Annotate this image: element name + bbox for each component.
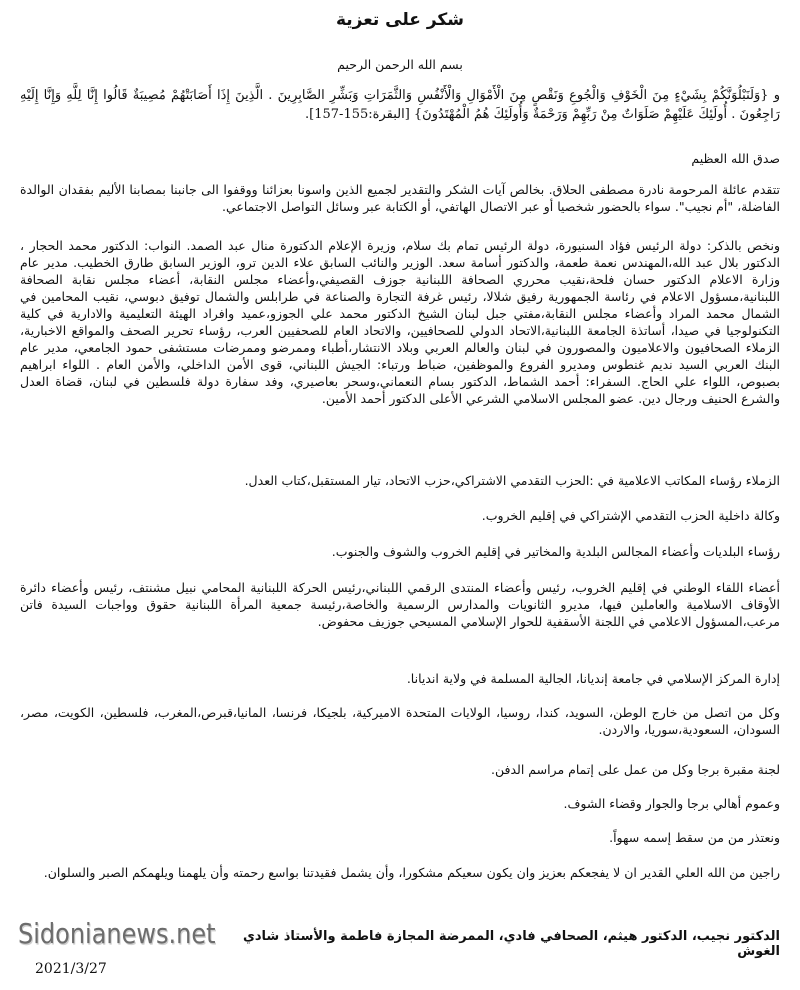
paragraph: ونخص بالذكر: دولة الرئيس فؤاد السنيورة، دولة الرئيس تمام بك سلام، وزيرة الإعلام الدكتورة منال عبد الصمد. النواب: الدكتور محمد الحجار ، الدكتور بلال عبد الله،المهندس نعمة طعمة، والدكتور أسامة سعد. الوزير والنائب السابق علاء الدين ترو، الوزير السابق طارق الخطيب. مدير عام وزارة الاعلام الدكتور حسان فلحة،نقيب محرري الصحافة اللبنانية جوزف القصيفي،وأعضاء مجلس النقابة، أعضاء مجلس نقابة الصحافة اللبنانية،مسؤول الاعلام في رئاسة الجمهورية رفيق شلالا، رئيس غرفة التجارة والصناعة في طرابلس والشمال توفيق دبوسي، نقيب المحامين في الشمال محمد المراد وأعضاء مجلس النقابة،مفتي جبل لبنان الشيخ الدكتور محمد علي الجوزو،عميد وافراد الهيئة التعليمية والادارية في كلية التكنولوجيا في صيدا، أساتذة الجامعة اللبنانية،الاتحاد الدولي للصحافيين، والاتحاد العام للصحفيين العرب، رؤساء تحرير الصحف والمواقع الاخبارية، الزملاء الصحافيون والاعلاميون والمصورون في لبنان والعالم العربي وبلاد الانتشار،أطباء وممرضو وممرضات مستشفى حمود الجامعي، مدير عام البنك العربي السيد نديم غنطوس ومديرو الفروع والموظفين، ضباط ورتباء: الجيش اللبناني، قوى الأمن الداخلي، والأمن العام . اللواء ابراهيم بصبوص، اللواء علي الحاج. السفراء: أحمد الشماط، الدكتور بسام النعماني،وسحر بعاصيري، وفد سفارة دولة فلسطين في لبنان، قضاة العدل والشرع الحنيف ورجال دين. عضو المجلس الاسلامي الشرعي الأعلى الدكتور أحمد الأمين.	[20, 238, 780, 406]
paragraph-apology	[20, 829, 780, 846]
paragraph: تتقدم عائلة المرحومة نادرة مصطفى الحلاق. بخالص آيات الشكر والتقدير لجميع الذين واسونا بعزائنا ووقفوا الى جانبنا بمصابنا الأليم بفقدان الوالدة الفاضلة، "أم نجيب". سواء بالحضور شخصيا أو عبر الاتصال الهاتفي، أو الكتابة عبر وسائل التواصل الاجتماعي.	[20, 182, 780, 214]
sadaqa-line	[20, 150, 780, 167]
document-date: 2021/3/27	[35, 961, 107, 977]
paragraph-media-offices	[20, 472, 780, 489]
paragraph: راجين من الله العلي القدير ان لا يفجعكم بعزيز وان يكون سعيكم مشكورا، وأن يشمل فقيدتنا بواسع رحمته وأن يلهمنا ويلهمكم الصبر والسلوان.	[43, 865, 780, 880]
sadaqa-text: صدق الله العظيم	[691, 151, 780, 166]
paragraph: ونعتذر من من سقط إسمه سهواً.	[609, 830, 780, 845]
paragraph: لجنة مقبرة برجا وكل من عمل على إتمام مراسم الدفن.	[491, 762, 780, 777]
paragraph-abroad	[20, 704, 780, 738]
paragraph: وعموم أهالي برجا والجوار وقضاء الشوف.	[563, 796, 780, 811]
paragraph-cemetery	[20, 761, 780, 778]
basmala: بسم الله الرحمن الرحيم	[337, 57, 463, 72]
paragraph-indiana	[20, 670, 780, 687]
paragraph: أعضاء اللقاء الوطني في إقليم الخروب، رئيس وأعضاء المنتدى الرقمي اللبناني،رئيس الحركة اللبنانية المحامي نبيل مشنتف، رئيس وأعضاء دائرة الأوقاف الاسلامية والعاملين فيها، مديرو الثانويات والمدارس الرسمية والخاصة،رئيسة جمعية المرأة اللبنانية حقوق وواجبات السيدة فاتن مرعب،المسؤول الاعلامي في اللجنة الأسقفية للحوار الإسلامي المسيحي جوزيف محفوض.	[20, 580, 780, 629]
document-title: شكر على تعزية	[335, 10, 464, 30]
paragraph-municipalities	[20, 543, 780, 560]
paragraph-party-agency	[20, 507, 780, 524]
paragraph-associations	[20, 579, 780, 630]
paragraph: وكل من اتصل من خارج الوطن، السويد، كندا، روسيا، الولايات المتحدة الاميركية، بلجيكا، فرنسا، المانيا،قبرص،المغرب، فلسطين، الكويت، مصر، السودان، السعودية،سوريا، والاردن.	[20, 705, 780, 737]
quran-verse-block	[20, 86, 780, 124]
paragraph: وكالة داخلية الحزب التقدمي الإشتراكي في إقليم الخروب.	[481, 508, 780, 523]
paragraph-closing-prayer	[20, 864, 780, 881]
paragraph: إدارة المركز الإسلامي في جامعة إنديانا، الجالية المسلمة في ولاية انديانا.	[406, 671, 780, 686]
paragraph-residents	[20, 795, 780, 812]
paragraph: الزملاء رؤساء المكاتب الاعلامية في :الحزب التقدمي الاشتراكي،حزب الاتحاد، تيار المستقبل،كتاب العدل.	[244, 473, 780, 488]
paragraph-special-mentions	[20, 237, 780, 407]
signature-line: الدكتور نجيب، الدكتور هيثم، الصحافي فادي، الممرضة المجازة فاطمة والأستاذ شادي الغوش	[242, 929, 780, 959]
paragraph-intro	[20, 181, 780, 215]
website-watermark: Sidonianews.net	[18, 917, 216, 951]
paragraph: رؤساء البلديات وأعضاء المجالس البلدية والمخاتير في إقليم الخروب والشوف والجنوب.	[331, 544, 780, 559]
quran-verse: و {وَلَنَبْلُوَنَّكُمْ بِشَيْءٍ مِنَ الْخَوْفِ وَالْجُوعِ وَنَقْصٍ مِنَ الْأَمْوَالِ وَالْأَنْفُسِ وَالثَّمَرَاتِ وَبَشِّرِ الصَّابِرِينَ . الَّذِينَ إِذَا أَصَابَتْهُمْ مُصِيبَةٌ قَالُوا إِنَّا لِلَّهِ وَإِنَّا إِلَيْهِ رَاجِعُونَ . أُولَئِكَ عَلَيْهِمْ صَلَوَاتٌ مِنْ رَبِّهِمْ وَرَحْمَةٌ وَأُولَئِكَ هُمُ الْمُهْتَدُونَ} [البقرة:155-157].	[20, 88, 780, 122]
